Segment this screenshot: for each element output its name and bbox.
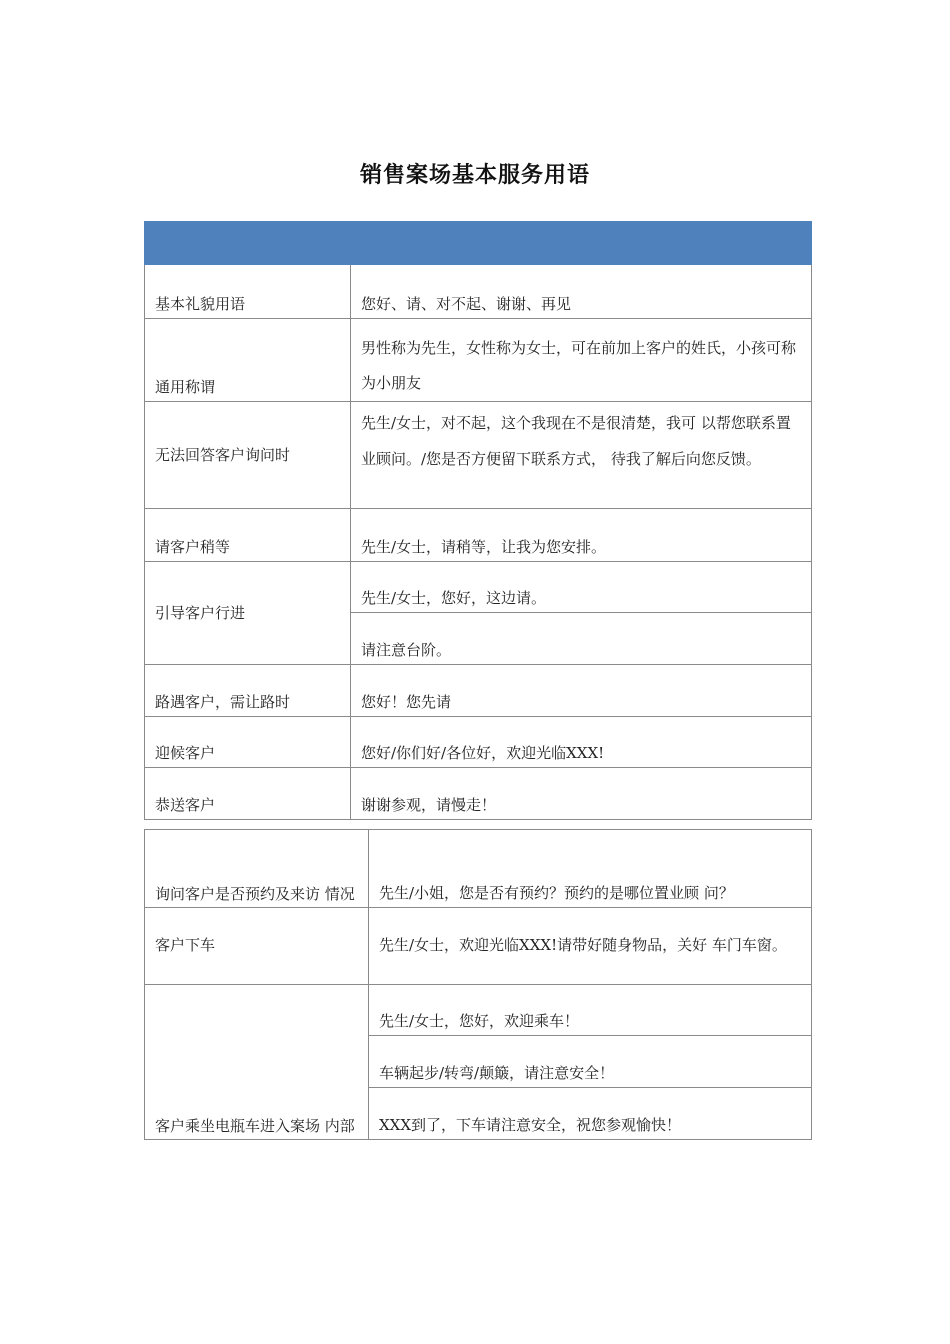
header-cell-phrases — [351, 222, 812, 265]
scene-cell: 客户下车 — [145, 908, 369, 985]
table-row — [145, 562, 812, 613]
table-row — [145, 717, 812, 768]
scene-cell: 基本礼貌用语 — [145, 265, 351, 319]
phrase-cell: 先生/女士，对不起，这个我现在不是很清楚，我可 以帮您联系置业顾问。/您是否方便留下联系方式， 待我了解后向您反馈。 — [351, 402, 812, 509]
table-row — [145, 908, 812, 985]
phrase-cell: XXX到了，下车请注意安全，祝您参观愉快！ — [369, 1088, 812, 1140]
header-cell-scene — [145, 222, 351, 265]
page-title: 销售案场基本服务用语 — [359, 163, 590, 188]
service-phrases-table-1 — [144, 221, 812, 820]
table-row — [145, 768, 812, 820]
scene-cell: 引导客户行进 — [145, 562, 351, 665]
scene-cell: 路遇客户，需让路时 — [145, 665, 351, 717]
phrase-cell: 您好、请、对不起、谢谢、再见 — [351, 265, 812, 319]
table-row — [145, 830, 812, 908]
scene-cell: 询问客户是否预约及来访 情况 — [145, 830, 369, 908]
scene-cell: 请客户稍等 — [145, 509, 351, 562]
phrase-cell: 您好！您先请 — [351, 665, 812, 717]
service-phrases-table-2 — [144, 829, 812, 1140]
table-row — [145, 665, 812, 717]
phrase-cell: 先生/小姐，您是否有预约？预约的是哪位置业顾 问？ — [369, 830, 812, 908]
phrase-cell: 男性称为先生，女性称为女士，可在前加上客户的姓氏，小孩可称为小朋友 — [351, 319, 812, 402]
phrase-cell: 先生/女士，您好，这边请。 — [351, 562, 812, 613]
phrase-cell: 请注意台阶。 — [351, 613, 812, 665]
scene-cell: 通用称谓 — [145, 319, 351, 402]
table-row — [145, 319, 812, 402]
table-header-row — [145, 222, 812, 265]
scene-cell: 客户乘坐电瓶车进入案场 内部 — [145, 985, 369, 1140]
phrase-cell: 车辆起步/转弯/颠簸，请注意安全！ — [369, 1036, 812, 1088]
phrase-cell: 谢谢参观，请慢走！ — [351, 768, 812, 820]
scene-cell: 迎候客户 — [145, 717, 351, 768]
scene-cell: 无法回答客户询问时 — [145, 402, 351, 509]
phrase-cell: 您好/你们好/各位好，欢迎光临XXX! — [351, 717, 812, 768]
phrase-cell: 先生/女士，请稍等，让我为您安排。 — [351, 509, 812, 562]
table-row — [145, 402, 812, 509]
table-row — [145, 265, 812, 319]
scene-cell: 恭送客户 — [145, 768, 351, 820]
phrase-cell: 先生/女士，您好，欢迎乘车！ — [369, 985, 812, 1036]
table-row — [145, 985, 812, 1036]
phrase-cell: 先生/女士，欢迎光临XXX!请带好随身物品，关好 车门车窗。 — [369, 908, 812, 985]
table-row — [145, 509, 812, 562]
